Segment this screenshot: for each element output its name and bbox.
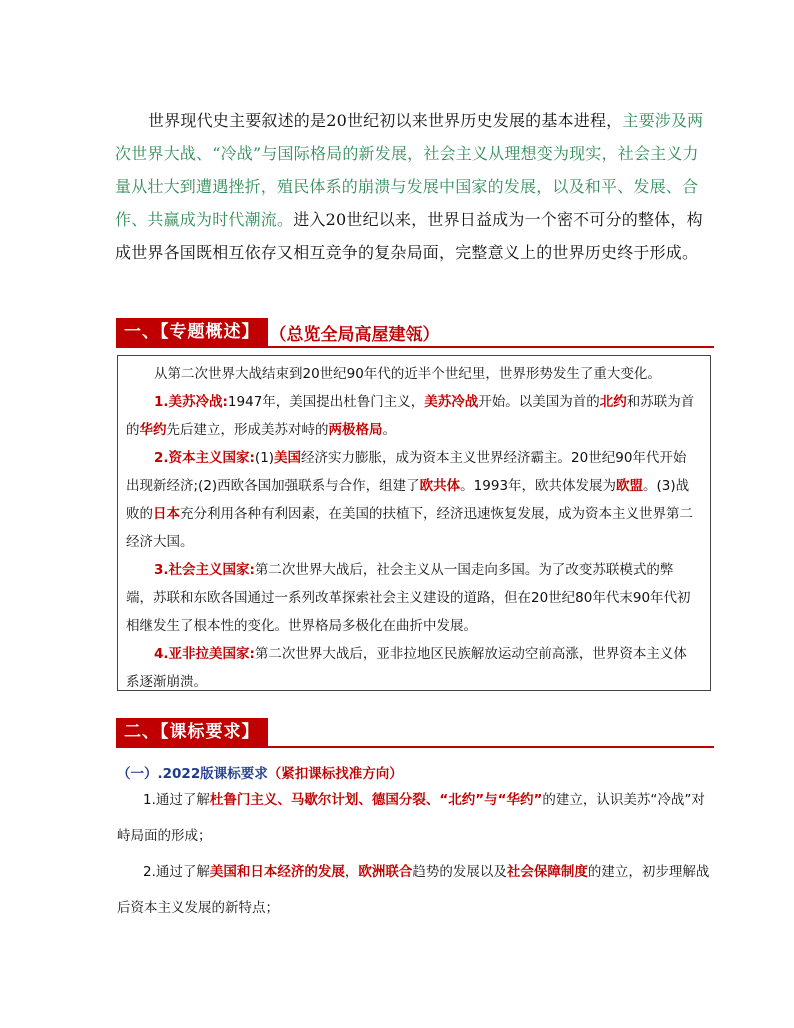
overview-point-1 — [126, 388, 698, 444]
point-label: 4.亚非拉美国家: — [154, 646, 255, 662]
point-text: 开始。以美国为首的 — [478, 394, 600, 410]
section-tag: 二、【课标要求】 — [116, 718, 268, 746]
overview-box — [117, 355, 711, 691]
intro-text-green: 主要涉及两次世界大战、“冷战”与国际格局的新发展，社会主义从理想变为现实，社会主义力量从壮大到遭遇挫折，殖民体系的崩溃与发展中国家的发展，以及和平、发展、合作、共赢成为时代潮流。 — [115, 111, 704, 229]
point-text: 第二次世界大战后，亚非拉地区民族解放运动空前高涨，世界资本主义体系逐渐崩溃。 — [126, 646, 687, 690]
overview-point-3 — [126, 556, 698, 640]
overview-lead: 从第二次世界大战结束到20世纪90年代的近半个世纪里，世界形势发生了重大变化。 — [154, 366, 661, 382]
req-text: 的建立，认识美苏“冷战”对峙局面的形成； — [117, 792, 705, 844]
point-text: 和苏联为首的 — [126, 394, 695, 438]
keyword: 北约 — [599, 394, 627, 410]
req-text: 的建立，初步理解战后资本主义发展的新特点； — [117, 864, 710, 916]
requirements-body — [117, 782, 717, 926]
point-label: 2.资本主义国家: — [154, 450, 255, 466]
point-label: 1.美苏冷战: — [154, 394, 228, 410]
point-text: (1) — [254, 450, 275, 466]
req-text: 1.通过了解 — [143, 792, 210, 808]
point-text: 。 — [382, 422, 396, 438]
keyword: 欧共体 — [419, 478, 461, 494]
title-number: （一）. — [117, 766, 163, 782]
section-divider — [116, 746, 714, 748]
keyword: 华约 — [139, 422, 167, 438]
title-year: 2022 — [162, 766, 201, 782]
point-text: 第二次世界大战后，社会主义从一国走向多国。为了改变苏联模式的弊端，苏联和东欧各国通过一系列改革探索社会主义建设的道路，但在20世纪80年代末90年代初相继发生了根本性的变化。世界格局多极化在曲折中发展。 — [126, 562, 691, 634]
title-note: （紧扣课标找准方向） — [267, 766, 403, 782]
intro-text-2: 进入20世纪以来，世界日益成为一个密不可分的整体，构成世界各国既相互依存又相互竞争的复杂局面，完整意义上的世界历史终于形成。 — [115, 210, 703, 262]
keyword: 日本 — [153, 506, 180, 522]
requirement-2 — [117, 854, 717, 926]
req-text: 趋势的发展以及 — [412, 864, 507, 880]
overview-point-4 — [126, 640, 698, 696]
point-text: 。1993年，欧共体发展为 — [460, 478, 617, 494]
point-label: 3.社会主义国家: — [154, 562, 255, 578]
intro-text-1: 世界现代史主要叙述的是20世纪初以来世界历史发展的基本进程， — [148, 111, 623, 130]
section-subtitle: （总览全局高屋建瓴） — [269, 324, 440, 345]
intro-paragraph — [115, 104, 705, 269]
keyword: 社会保障制度 — [506, 864, 588, 880]
req-text: ， — [344, 864, 359, 880]
section-tag: 一、【专题概述】 — [116, 318, 268, 346]
keyword: 杜鲁门主义、马歇尔计划、德国分裂、“北约”与“华约” — [209, 792, 543, 808]
keyword: 美苏冷战 — [424, 394, 479, 410]
keyword: 美国 — [274, 450, 302, 466]
keyword: 欧盟 — [616, 478, 644, 494]
keyword: 欧洲联合 — [358, 864, 413, 880]
keyword: 两极格局 — [328, 422, 383, 438]
section-divider — [116, 346, 714, 348]
requirements-title — [117, 762, 717, 782]
point-text: 充分利用各种有利因素，在美国的扶植下，经济迅速恢复发展，成为资本主义世界第二经济大国。 — [126, 506, 693, 550]
keyword: 美国和日本经济的发展 — [209, 864, 345, 880]
point-text: 1947年，美国提出杜鲁门主义， — [227, 394, 425, 410]
req-text: 2.通过了解 — [143, 864, 210, 880]
requirements-block — [117, 762, 717, 926]
point-text: 先后建立，形成美苏对峙的 — [166, 422, 329, 438]
title-text: 版课标要求 — [200, 766, 268, 782]
section-heading-requirements — [116, 718, 268, 746]
point-text: 经济实力膨胀，成为资本主义世界经济霸主。20世纪90年代开始出现新经济;(2)西欧各国加强联系与合作，组建了 — [126, 450, 687, 494]
requirement-1 — [117, 782, 717, 854]
overview-point-2 — [126, 444, 698, 556]
section-heading-overview — [116, 318, 440, 346]
point-text: 。(3)战败的 — [126, 478, 690, 522]
